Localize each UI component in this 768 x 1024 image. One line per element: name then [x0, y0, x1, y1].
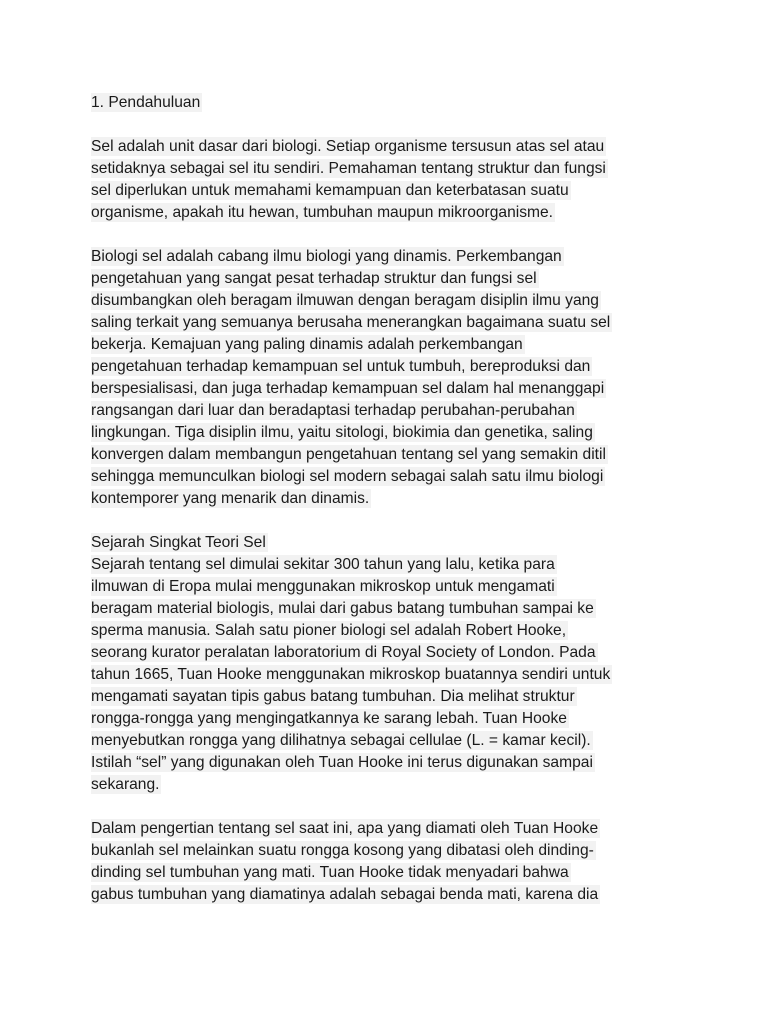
paragraph-gap: [91, 224, 691, 246]
text-line: mengamati sayatan tipis gabus batang tumbuhan. Dia melihat struktur: [91, 688, 575, 705]
text-line: Sel adalah unit dasar dari biologi. Setiap organisme tersusun atas sel atau: [91, 138, 605, 155]
text-line: pengetahuan yang sangat pesat terhadap struktur dan fungsi sel: [91, 270, 537, 287]
paragraph-gap: [91, 510, 691, 532]
text-line: menyebutkan rongga yang dilihatnya sebagai cellulae (L. = kamar kecil).: [91, 732, 591, 749]
text-line: beragam material biologis, mulai dari gabus batang tumbuhan sampai ke: [91, 600, 594, 617]
text-line: saling terkait yang semuanya berusaha menerangkan bagaimana suatu sel: [91, 314, 611, 331]
text-line: setidaknya sebagai sel itu sendiri. Pemahaman tentang struktur dan fungsi: [91, 160, 606, 177]
text-line: Dalam pengertian tentang sel saat ini, apa yang diamati oleh Tuan Hooke: [91, 820, 599, 837]
text-line: rongga-rongga yang mengingatkannya ke sarang lebah. Tuan Hooke: [91, 710, 567, 727]
paragraph-gap: [91, 114, 691, 136]
paragraph-1: [91, 136, 691, 224]
text-line: organisme, apakah itu hewan, tumbuhan maupun mikroorganisme.: [91, 204, 554, 221]
text-line: sperma manusia. Salah satu pioner biologi sel adalah Robert Hooke,: [91, 622, 567, 639]
text-line: Istilah “sel” yang digunakan oleh Tuan Hooke ini terus digunakan sampai: [91, 754, 593, 771]
text-line: tahun 1665, Tuan Hooke menggunakan mikroskop buatannya sendiri untuk: [91, 666, 611, 683]
text-line: pengetahuan terhadap kemampuan sel untuk tumbuh, bereproduksi dan: [91, 358, 591, 375]
text-line: konvergen dalam membangun pengetahuan tentang sel yang semakin ditil: [91, 446, 606, 463]
text-line: rangsangan dari luar dan beradaptasi terhadap perubahan-perubahan: [91, 402, 575, 419]
paragraph-gap: [91, 796, 691, 818]
text-line: sel diperlukan untuk memahami kemampuan dan keterbatasan suatu: [91, 182, 569, 199]
section-heading-sejarah: Sejarah Singkat Teori Sel: [91, 534, 266, 551]
text-line: kontemporer yang menarik dan dinamis.: [91, 490, 370, 507]
text-line: gabus tumbuhan yang diamatinya adalah sebagai benda mati, karena dia: [91, 886, 599, 903]
text-line: berspesialisasi, dan juga terhadap kemampuan sel dalam hal menanggapi: [91, 380, 605, 397]
text-line: bekerja. Kemajuan yang paling dinamis adalah perkembangan: [91, 336, 523, 353]
text-line: Sejarah tentang sel dimulai sekitar 300 tahun yang lalu, ketika para: [91, 556, 555, 573]
text-line: bukanlah sel melainkan suatu rongga kosong yang dibatasi oleh dinding-: [91, 842, 594, 859]
text-line: sekarang.: [91, 776, 160, 793]
text-line: lingkungan. Tiga disiplin ilmu, yaitu sitologi, biokimia dan genetika, saling: [91, 424, 593, 441]
paragraph-3: [91, 554, 691, 796]
text-line: sehingga memunculkan biologi sel modern sebagai salah satu ilmu biologi: [91, 468, 604, 485]
text-line: seorang kurator peralatan laboratorium di Royal Society of London. Pada: [91, 644, 596, 661]
paragraph-2: [91, 246, 691, 510]
text-line: dinding sel tumbuhan yang mati. Tuan Hooke tidak menyadari bahwa: [91, 864, 569, 881]
document-body: [91, 92, 691, 906]
text-line: Biologi sel adalah cabang ilmu biologi yang dinamis. Perkembangan: [91, 248, 562, 265]
text-line: ilmuwan di Eropa mulai menggunakan mikroskop untuk mengamati: [91, 578, 555, 595]
paragraph-4: [91, 818, 691, 906]
text-line: disumbangkan oleh beragam ilmuwan dengan beragam disiplin ilmu yang: [91, 292, 599, 309]
section-heading-pendahuluan: 1. Pendahuluan: [91, 94, 201, 111]
